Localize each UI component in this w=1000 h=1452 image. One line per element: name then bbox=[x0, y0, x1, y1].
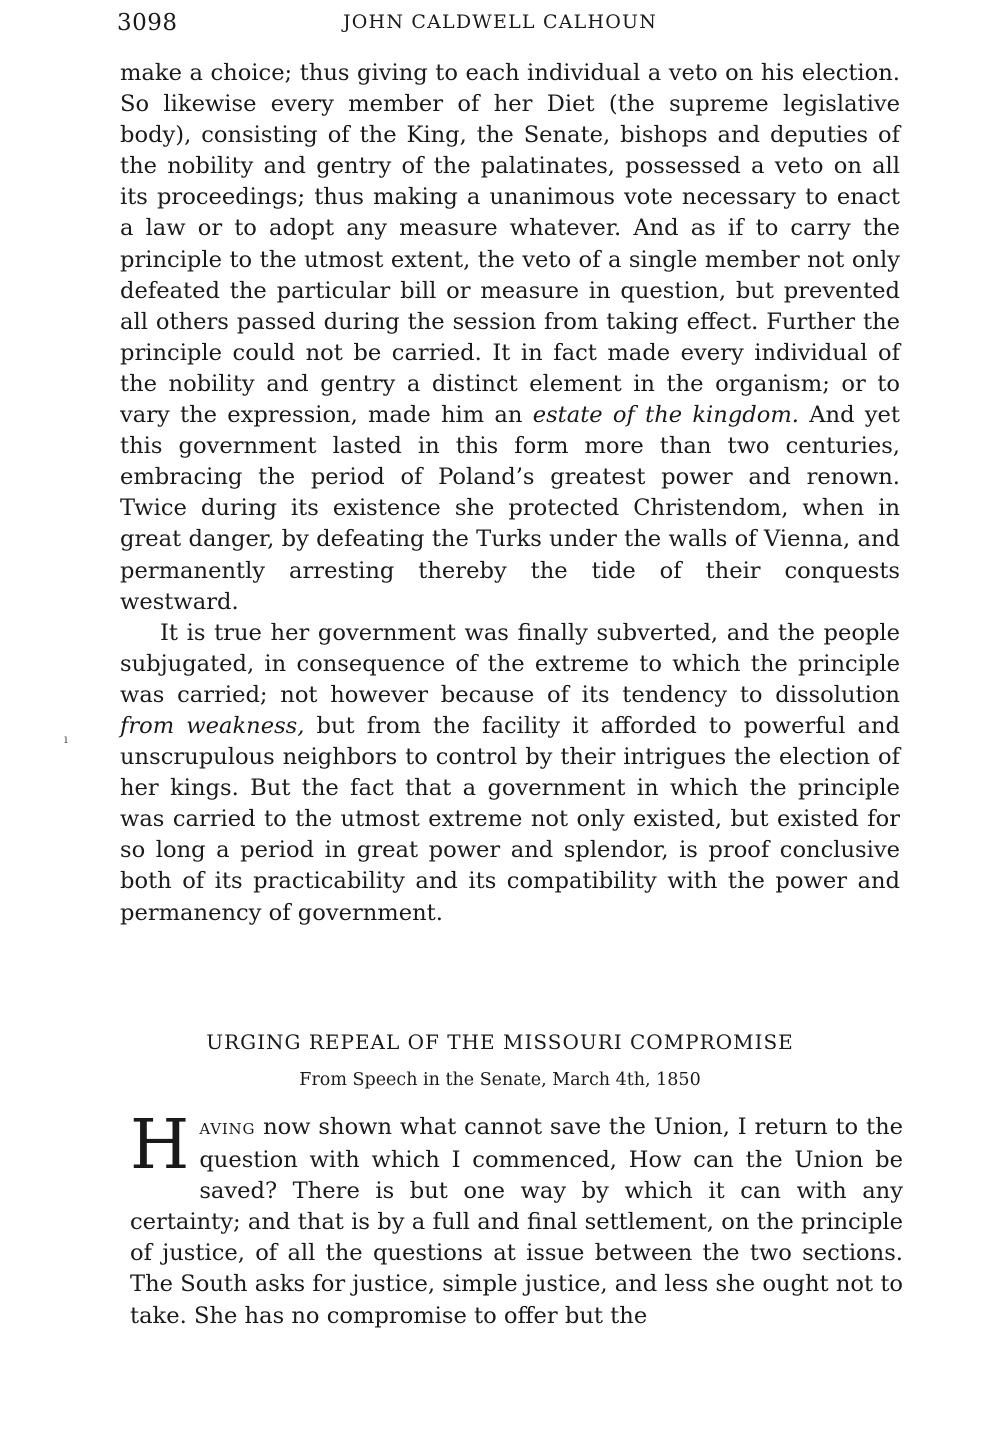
paragraph-2-emphasis: from weakness, bbox=[120, 712, 305, 739]
drop-cap: H bbox=[130, 1106, 190, 1185]
running-title: JOHN CALDWELL CALHOUN bbox=[342, 11, 658, 33]
paragraph-1-text-b: And yet this government lasted in this form more than two centuries, embracing the period of Poland’s greatest power and renown. Twice during its existence she protected Christendom, when in great danger, by defeating the Turks under the walls of Vienna, and permanently arresting thereby the tide of their conquests westward. bbox=[120, 402, 900, 615]
margin-mark: ı bbox=[64, 732, 68, 746]
speech-text bbox=[130, 1106, 903, 1332]
speech-paragraph bbox=[130, 1106, 903, 1332]
paragraph-1-emphasis: estate of the kingdom. bbox=[532, 402, 799, 429]
page-number: 3098 bbox=[117, 10, 178, 36]
paragraph-1 bbox=[120, 58, 900, 618]
paragraph-1-text-a: make a choice; thus giving to each individual a veto on his election. So likewise every member of her Diet (the supreme legislative body), consisting of the King, the Senate, bishops and deputies of the nobility and gentry of the palatinates, possessed a veto on all its proceedings; thus making a unanimous vote necessary to enact a law or to adopt any measure whatever. And as if to carry the principle to the utmost extent, the veto of a single member not only defeated the particular bill or measure in question, but prevented all others passed during the session from taking effect. Further the principle could not be carried. It in fact made every individual of the nobility and gentry a distinct element in the organism; or to vary the expression, made him an bbox=[120, 60, 900, 429]
section-subtitle: From Speech in the Senate, March 4th, 1850 bbox=[299, 1070, 701, 1090]
small-caps-opening: AVING bbox=[199, 1120, 256, 1138]
speech-body: now shown what cannot save the Union, I return to the question with which I commenced, How can the Union be saved? There is but one way by which it can with any certainty; and that is by a full and final settlement, on the principle of justice, of all the questions at issue between the two sections. The South asks for justice, simple justice, and less she ought not to take. She has no compromise to offer but the bbox=[130, 1114, 903, 1329]
section-title: URGING REPEAL OF THE MISSOURI COMPROMISE bbox=[206, 1030, 794, 1054]
paragraph-2 bbox=[120, 618, 900, 929]
paragraph-2-text-b: but from the facility it afforded to powerful and unscrupulous neighbors to control by their intrigues the election of her kings. But the fact that a government in which the principle was carried to the utmost extreme not only existed, but existed for so long a period in great power and splendor, is proof conclusive both of its practicability and its compatibility with the power and permanency of government. bbox=[120, 712, 900, 926]
paragraph-2-text-a: It is true her government was finally subverted, and the people subjugated, in consequence of the extreme to which the principle was carried; not however because of its tendency to dissolution bbox=[120, 619, 900, 708]
main-text bbox=[120, 58, 900, 929]
